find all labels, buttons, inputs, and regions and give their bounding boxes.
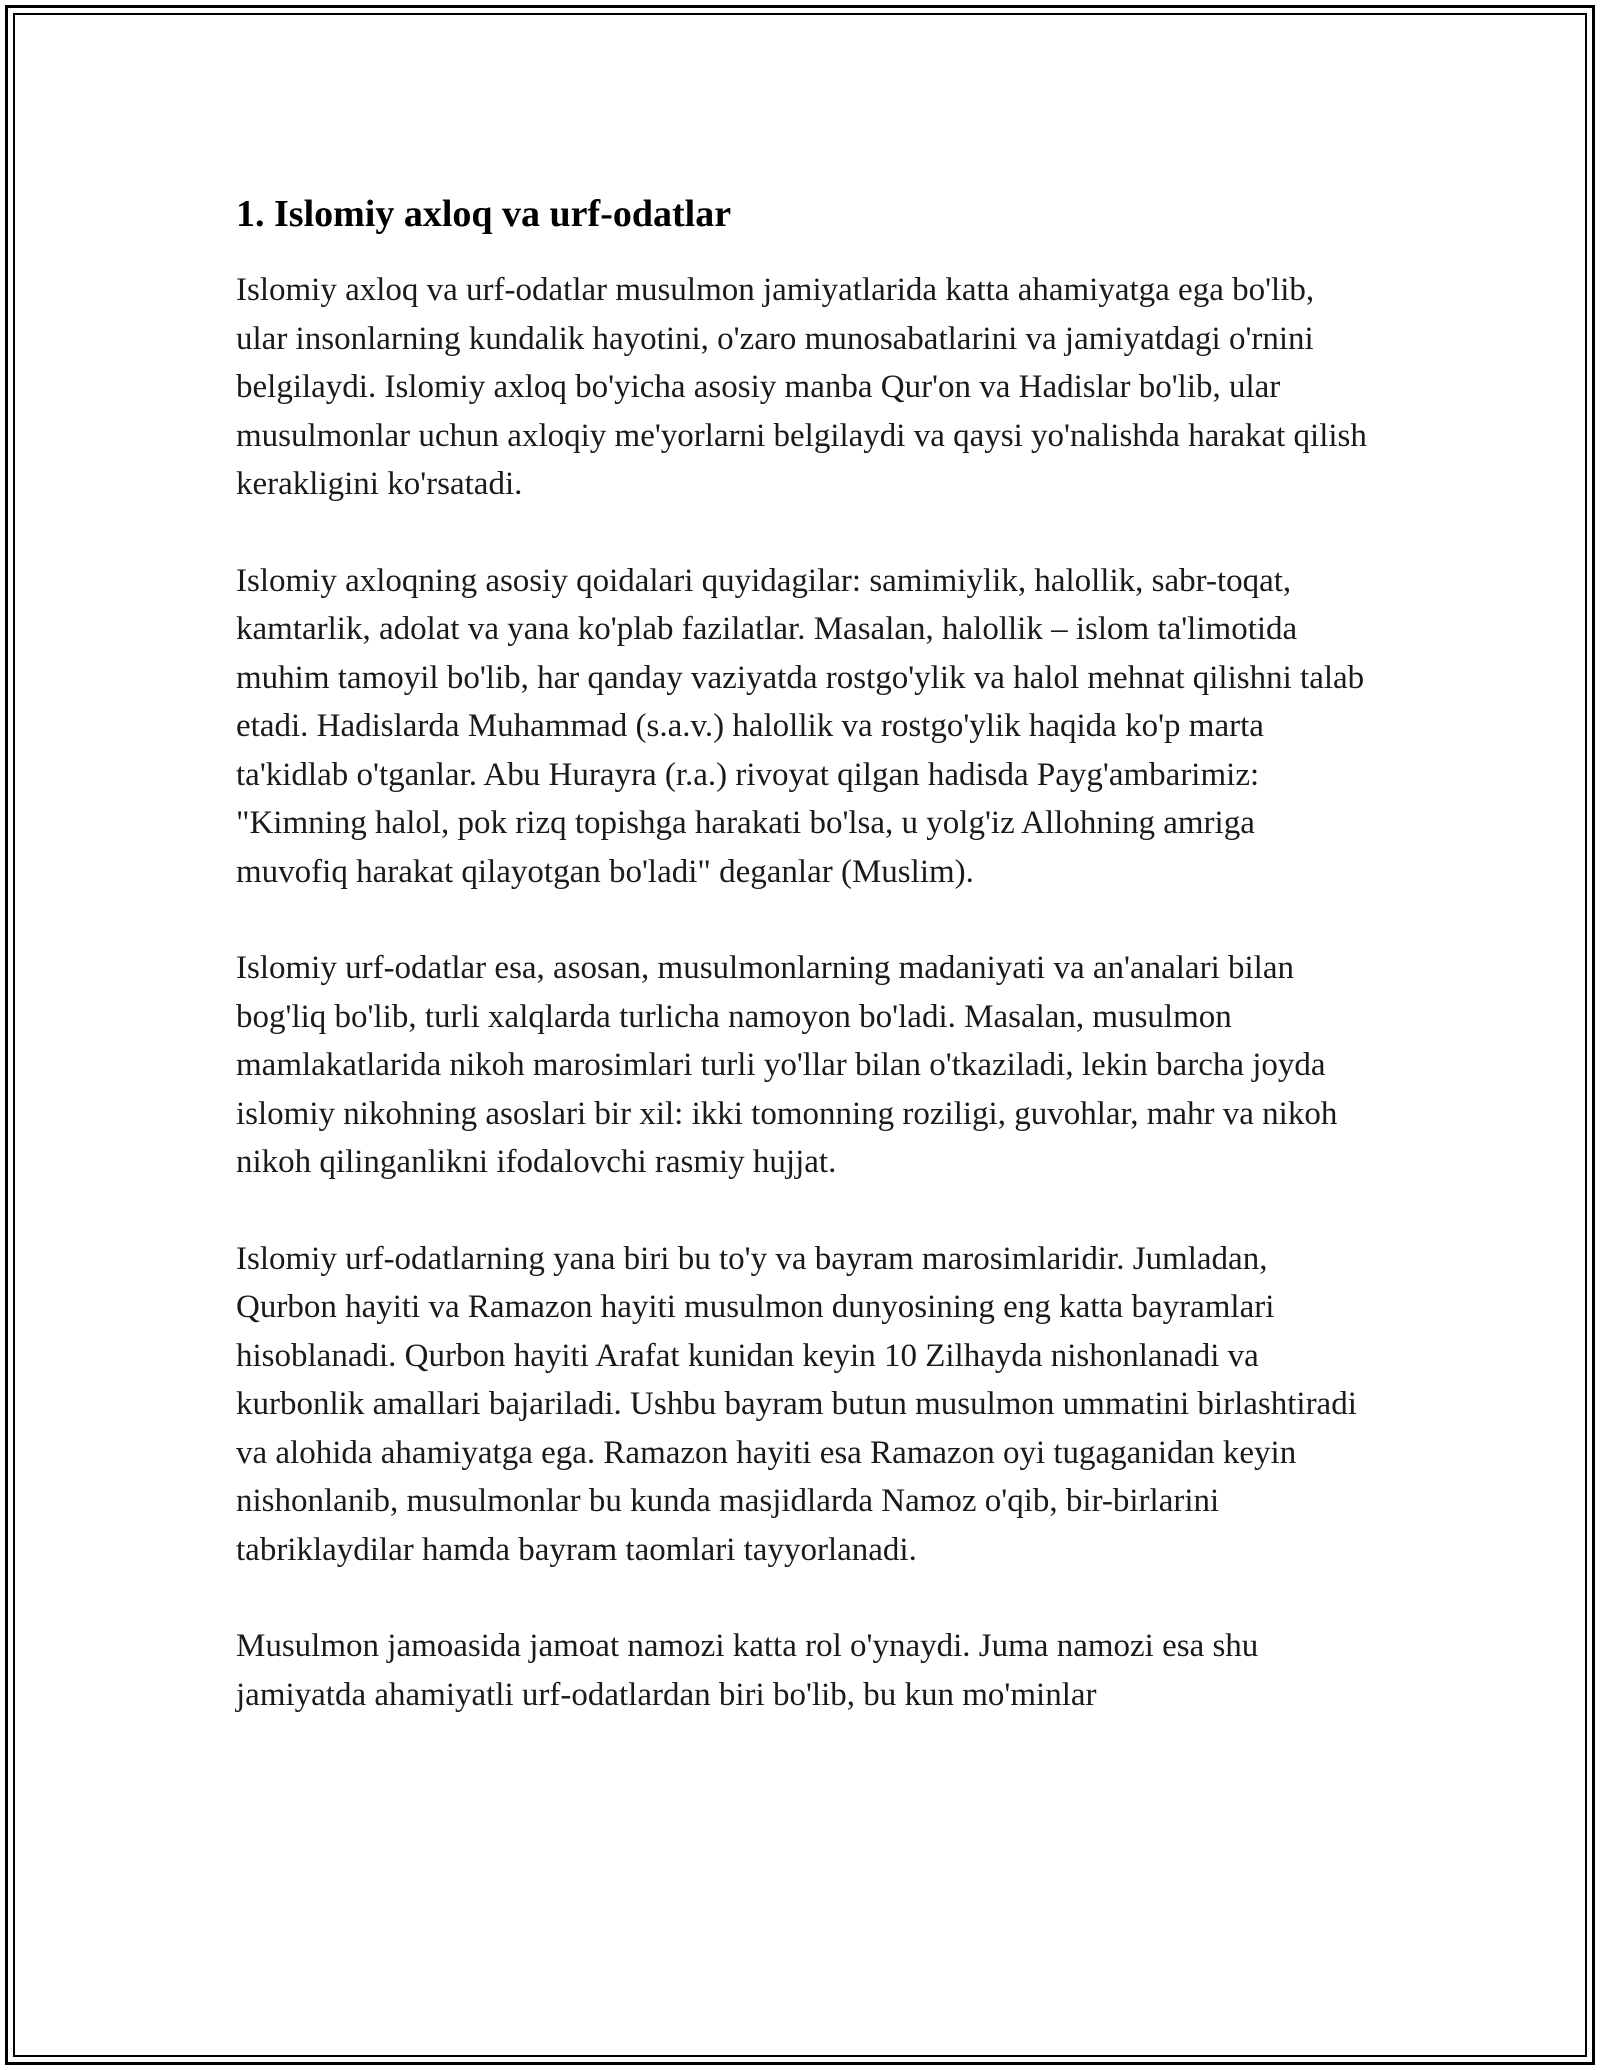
section-heading: 1. Islomiy axloq va urf-odatlar xyxy=(236,193,732,235)
paragraph-4: Islomiy urf-odatlarning yana biri bu to'y va bayram marosimlaridir. Jumladan, Qurbon hayiti va Ramazon hayiti musulmon dunyosining eng katta bayramlari hisoblanadi. Qurbon hayiti Arafat kunidan keyin 10 Zilhayda nishonlanadi va kurbonlik amallari bajariladi. Ushbu bayram butun musulmon ummatini birlashtiradi va alohida ahamiyatga ega. Ramazon hayiti esa Ramazon oyi tugaganidan keyin nishonlanib, musulmonlar bu kunda masjidlarda Namoz o'qib, bir-birlarini tabriklaydilar hamda bayram taomlari tayyorlanadi. xyxy=(236,1240,1357,1568)
document-body xyxy=(236,188,1372,1767)
paragraph-5: Musulmon jamoasida jamoat namozi katta rol o'ynaydi. Juma namozi esa shu jamiyatda ahamiyatli urf-odatlardan biri bo'lib, bu kun mo'minlar xyxy=(236,1628,1259,1713)
paragraph-2: Islomiy axloqning asosiy qoidalari quyidagilar: samimiylik, halollik, sabr-toqat, kamtarlik, adolat va yana ko'plab fazilatlar. Masalan, halollik – islom ta'limotida muhim tamoyil bo'lib, har qanday vaziyatda rostgo'ylik va halol mehnat qilishni talab etadi. Hadislarda Muhammad (s.a.v.) halollik va rostgo'ylik haqida ko'p marta ta'kidlab o'tganlar. Abu Hurayra (r.a.) rivoyat qilgan hadisda Payg'ambarimiz: "Kimning halol, pok rizq topishga harakati bo'lsa, u yolg'iz Allohning amriga muvofiq harakat qilayotgan bo'ladi" deganlar (Muslim). xyxy=(236,562,1365,890)
paragraph-1: Islomiy axloq va urf-odatlar musulmon jamiyatlarida katta ahamiyatga ega bo'lib, ular insonlarning kundalik hayotini, o'zaro munosabatlarini va jamiyatdagi o'rnini belgilaydi. Islomiy axloq bo'yicha asosiy manba Qur'on va Hadislar bo'lib, ular musulmonlar uchun axloqiy me'yorlarni belgilaydi va qaysi yo'nalishda harakat qilish kerakligini ko'rsatadi. xyxy=(236,272,1367,502)
paragraph-3: Islomiy urf-odatlar esa, asosan, musulmonlarning madaniyati va an'analari bilan bog'liq bo'lib, turli xalqlarda turlicha namoyon bo'ladi. Masalan, musulmon mamlakatlarida nikoh marosimlari turli yo'llar bilan o'tkaziladi, lekin barcha joyda islomiy nikohning asoslari bir xil: ikki tomonning roziligi, guvohlar, mahr va nikoh nikoh qilinganlikni ifodalovchi rasmiy hujjat. xyxy=(236,950,1338,1180)
